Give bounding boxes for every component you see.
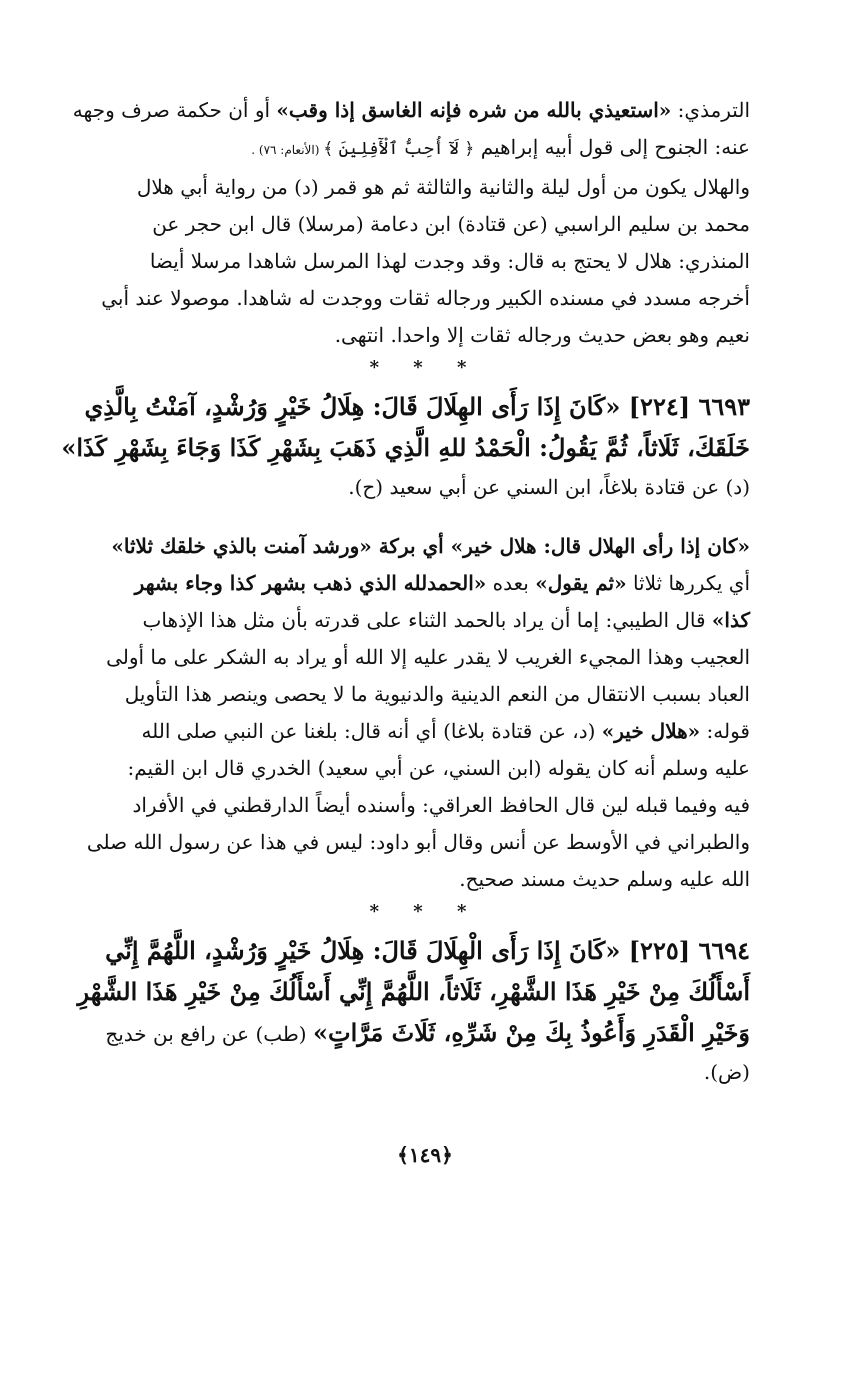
spacer [100, 506, 750, 528]
hadith-source: (طب) عن رافع بن خديج [105, 1022, 313, 1046]
hadith-line: أَسْأَلُكَ مِنْ خَيْرِ هَذَا الشَّهْرِ، ثَلَاثاً، اللَّهُمَّ إِنِّي أَسْأَلُكَ مِنْ خَيْرِ هَذَا الشَّهْرِ [77, 977, 750, 1006]
hadith-line: ٦٦٩٣ [٢٢٤] «كَانَ إِذَا رَأَى الهِلَالَ قَالَ: هِلَالُ خَيْرٍ وَرُشْدٍ، آمَنْتُ بِالَّذِي [84, 392, 750, 421]
text-line: الترمذي: «استعيذي بالله من شره فإنه الغاسق إذا وقب» أو أن حكمة صرف وجهه [72, 98, 750, 122]
text-line: عنه: الجنوح إلى قول أبيه إبراهيم ﴿ لَآ أُحِبُّ ٱلْأٓفِلِينَ ﴾ (الأنعام: ٧٦) . [251, 135, 750, 159]
hadith-line: خَلَقَكَ، ثَلَاثاً، ثُمَّ يَقُولُ: الْحَمْدُ للهِ الَّذِي ذَهَبَ بِشَهْرِ كَذَا وَجَاءَ بِشَهْرِ كَذَا» [61, 433, 750, 462]
section-separator: * * * [369, 357, 481, 378]
verse-reference: (الأنعام: ٧٦) . [251, 143, 324, 157]
text-line: الله عليه وسلم حديث مسند صحيح. [459, 867, 750, 891]
hadith-6693 [61, 386, 750, 506]
text-line: والطبراني في الأوسط عن أنس وقال أبو داود: ليس في هذا عن رسول الله صلى [86, 830, 750, 854]
hadith-line: وَخَيْرِ الْقَدَرِ وَأَعُوذُ بِكَ مِنْ شَرِّهِ، ثَلَاثَ مَرَّاتٍ» (طب) عن رافع بن خديج [105, 1018, 750, 1047]
quoted-text: «استعيذي بالله من شره فإنه الغاسق إذا وقب» [276, 98, 672, 122]
text-line: كذا» قال الطيبي: إما أن يراد بالحمد الثناء على قدرته بأن مثل هذا الإذهاب [142, 608, 750, 632]
text-line: العباد بسبب الانتقال من النعم الدينية والدنيوية ما لا يحصى وينصر هذا التأويل [124, 682, 750, 706]
text-line: أي يكررها ثلاثا «ثم يقول» بعده «الحمدلله الذي ذهب بشهر كذا وجاء بشهر [134, 571, 750, 595]
hadith-source: (ض). [703, 1060, 750, 1084]
commentary-paragraph-3 [86, 528, 750, 898]
hadith-line: ٦٦٩٤ [٢٢٥] «كَانَ إِذَا رَأَى الْهِلَالَ قَالَ: هِلَالُ خَيْرٍ وَرُشْدٍ، اللَّهُمَّ إِنِّي [105, 936, 750, 965]
quran-verse: ﴿ لَآ أُحِبُّ ٱلْأٓفِلِينَ ﴾ [323, 139, 475, 159]
page-number: ﴿١٤٩﴾ [397, 1143, 453, 1167]
text-line: المنذري: هلال لا يحتج به قال: وقد وجدت لهذا المرسل شاهدا مرسلا أيضا [149, 249, 750, 273]
text-line: «كان إذا رأى الهلال قال: هلال خير» أي بركة «ورشد آمنت بالذي خلقك ثلاثا» [111, 534, 750, 558]
commentary-paragraph-2 [100, 169, 750, 354]
text-line: قوله: «هلال خير» (د، عن قتادة بلاغا) أي أنه قال: بلغنا عن النبي صلى الله [141, 719, 750, 743]
text-line: محمد بن سليم الراسبي (عن قتادة) ابن دعامة (مرسلا) قال ابن حجر عن [152, 212, 750, 236]
text-line: عليه وسلم أنه كان يقوله (ابن السني، عن أبي سعيد) الخدري قال ابن القيم: [127, 756, 750, 780]
text-line: والهلال يكون من أول ليلة والثانية والثالثة ثم هو قمر (د) من رواية أبي هلال [136, 175, 750, 199]
hadith-6694 [77, 930, 750, 1091]
text-line: أخرجه مسدد في مسنده الكبير ورجاله ثقات ووجدت له شاهدا. موصولا عند أبي [101, 286, 750, 310]
commentary-paragraph-1 [72, 92, 750, 169]
text-line: نعيم وهو بعض حديث ورجاله ثقات إلا واحدا. انتهى. [334, 323, 750, 347]
text-line: فيه وفيما قبله لين قال الحافظ العراقي: وأسنده أيضاً الدارقطني في الأفراد [132, 793, 750, 817]
section-separator: * * * [369, 901, 481, 922]
text-line: العجيب وهذا المجيء الغريب لا يقدر عليه إلا الله أو يراد به الشكر على ما أولى [106, 645, 750, 669]
hadith-source: (د) عن قتادة بلاغاً، ابن السني عن أبي سعيد (ح). [348, 475, 750, 499]
